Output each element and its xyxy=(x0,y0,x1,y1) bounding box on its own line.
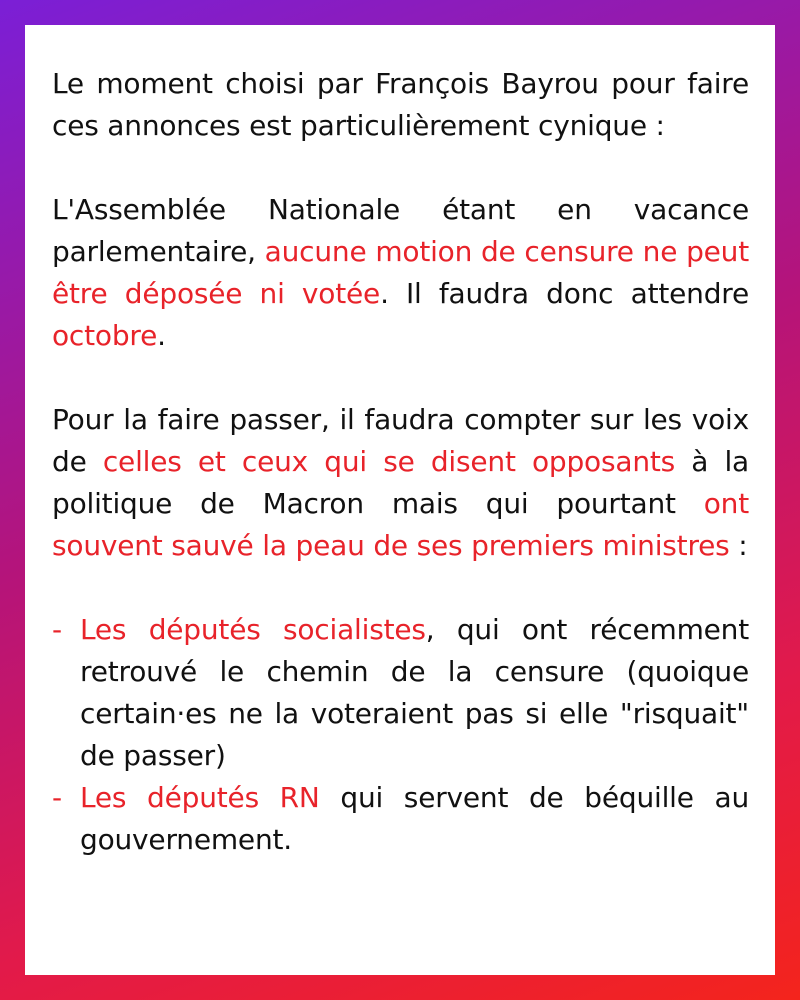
deputies-list xyxy=(52,609,749,861)
assembly-highlight-2: octobre xyxy=(52,319,158,352)
opponents-text-3: : xyxy=(729,529,748,562)
list-item xyxy=(52,777,749,861)
text-card xyxy=(25,25,775,975)
list-item-text: qui servent de béquille au gouvernement. xyxy=(80,781,749,856)
paragraph-intro xyxy=(52,63,749,147)
opponents-highlight-1: celles et ceux qui se disent opposants xyxy=(102,445,676,478)
opponents-highlight-2: ont souvent sauvé la peau de ses premiers ministres xyxy=(52,487,749,562)
assembly-text-2: . Il faudra donc attendre xyxy=(380,277,749,310)
list-item-highlight: Les députés socialistes xyxy=(80,613,426,646)
paragraph-assembly xyxy=(52,189,749,357)
list-item-highlight: Les députés RN xyxy=(80,781,320,814)
opponents-text-1: Pour la faire passer, il faudra compter sur les voix de xyxy=(52,403,749,478)
assembly-highlight-1: aucune motion de censure ne peut être déposée ni votée xyxy=(52,235,749,310)
list-dash: - xyxy=(52,613,62,646)
list-dash: - xyxy=(52,781,62,814)
assembly-text-1: L'Assemblée Nationale étant en vacance parlementaire, xyxy=(52,193,749,268)
list-item xyxy=(52,609,749,777)
paragraph-opponents xyxy=(52,399,749,567)
assembly-text-3: . xyxy=(157,319,166,352)
list-item-text: , qui ont récemment retrouvé le chemin de la censure (quoique certain·es ne la voteraient pas si elle "risquait" de passer) xyxy=(80,613,749,772)
opponents-text-2: à la politique de Macron mais qui pourtant xyxy=(52,445,750,520)
intro-text: Le moment choisi par François Bayrou pour faire ces annonces est particulièrement cynique : xyxy=(52,67,749,142)
